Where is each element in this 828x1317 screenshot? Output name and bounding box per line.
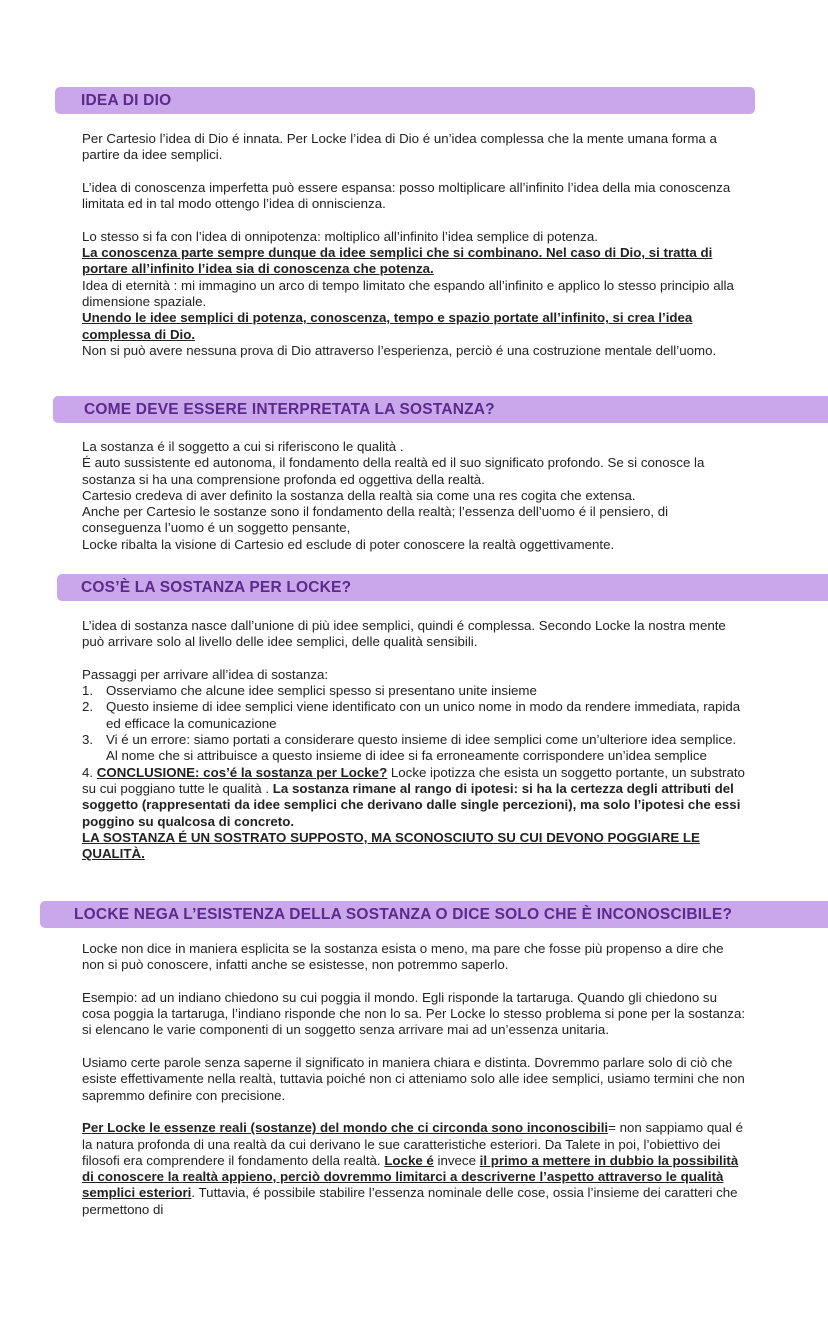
list-text: Vi é un errore: siamo portati a considerare questo insieme di idee semplici come un’ulteriore idea semplice. Al nome che si attribuisce a questo insieme di idee si fa erroneamente corrispondere un’idea semplice [106, 732, 737, 764]
section-body-sostanza-locke [82, 618, 748, 862]
emphasis-paragraph: Unendo le idee semplici di potenza, conoscenza, tempo e spazio portate all’infinito, si crea l’idea complessa di Dio. [82, 310, 693, 342]
section-body-idea-di-dio [82, 131, 748, 359]
paragraph: Non si può avere nessuna prova di Dio attraverso l’esperienza, perciò é una costruzione mentale dell’uomo. [82, 342, 717, 358]
emphasis-text: il primo a mettere in dubbio la possibilità di conoscere la realtà appieno, perciò dovremmo limitarci a descriverne l’aspetto attraverso le qualità semplici esteriori [82, 1152, 739, 1201]
paragraph: É auto sussistente ed autonoma, il fondamento della realtà ed il suo significato profondo. Se si conosce la sostanza si ha una comprensione profonda ed oggettiva della realtà. [82, 455, 705, 487]
paragraph: L’idea di sostanza nasce dall’unione di più idee semplici, quindi é complessa. Secondo Locke la nostra mente può arrivare solo al livello delle idee semplici, delle qualità sensibili. [82, 618, 726, 650]
paragraph: Locke non dice in maniera esplicita se la sostanza esista o meno, ma pare che fosse più propenso a dire che non si può conoscere, infatti anche se esistesse, non potremmo saperlo. [82, 941, 724, 973]
section-title: IDEA DI DIO [81, 92, 172, 109]
paragraph: Locke ribalta la visione di Cartesio ed esclude di poter conoscere la realtà oggettivamente. [82, 536, 615, 552]
paragraph: Esempio: ad un indiano chiedono su cui poggia il mondo. Egli risponde la tartaruga. Quando gli chiedono su cosa poggia la tartaruga, l’indiano risponde che non lo sa. Per Locke lo stesso problema si pone per la sostanza: si elencano le varie componenti di un soggetto senza arrivare mai ad un’essenza unitaria. [82, 989, 746, 1038]
list-number: 3. [82, 732, 94, 748]
text: invece [433, 1152, 480, 1168]
section-title: LOCKE NEGA L’ESISTENZA DELLA SOSTANZA O DICE SOLO CHE È INCONOSCIBILE? [74, 906, 733, 923]
section-body-sostanza [82, 439, 748, 553]
conclusion-label: CONCLUSIONE: cos’é la sostanza per Locke? [96, 764, 388, 780]
text: . Tuttavia, é possibile stabilire l’essenza nominale delle cose, ossia l’insieme dei caratteri che permettono di [82, 1185, 738, 1217]
section-title: COME DEVE ESSERE INTERPRETATA LA SOSTANZA? [84, 401, 495, 418]
paragraph: Cartesio credeva di aver definito la sostanza della realtà sia come una res cogita che extensa. [82, 487, 636, 503]
paragraph: Per Cartesio l’idea di Dio é innata. Per Locke l’idea di Dio é un’idea complessa che la mente umana forma a partire da idee semplici. [82, 131, 717, 163]
list-text: Questo insieme di idee semplici viene identificato con un unico nome in modo da rendere immediata, rapida ed efficace la comunicazione [106, 699, 741, 731]
list-number: 4. [82, 764, 94, 780]
list-item [82, 683, 748, 699]
emphasis-text: Locke é [384, 1152, 434, 1168]
conclusion-paragraph [82, 765, 748, 830]
section-header-sostanza-locke [57, 574, 828, 601]
conclusion-bold: La sostanza rimane al rango di ipotesi: si ha la certezza degli attributi del soggetto (rappresentati da idee semplici che derivano dalle single percezioni), ma solo l’ipotesi che essi poggino su qualcosa di concreto. [82, 780, 741, 829]
text: = non sappiamo qual é la natura profonda di una realtà da cui derivano le sue caratteristiche esteriori. Da Talete in poi, l’obiettivo dei filosofi era comprendere il fondamento della realtà. [82, 1120, 744, 1168]
section-header-locke-nega [40, 901, 828, 928]
paragraph: Lo stesso si fa con l’idea di onnipotenza: moltiplico all’infinito l’idea semplice di potenza. [82, 228, 598, 244]
section-header-sostanza [53, 396, 828, 423]
paragraph [82, 1120, 748, 1218]
section-body-locke-nega [82, 941, 748, 1218]
paragraph: Passaggi per arrivare all’idea di sostanza: [82, 666, 329, 682]
section-header-idea-di-dio [55, 87, 755, 114]
paragraph: Usiamo certe parole senza saperne il significato in maniera chiara e distinta. Dovremmo parlare solo di ciò che esiste effettivamente nella realtà, tuttavia poiché non ci atteniamo solo alle idee semplici, usiamo termini che non sapremmo definire con precisione. [82, 1055, 745, 1103]
emphasis-paragraph: La conoscenza parte sempre dunque da idee semplici che si combinano. Nel caso di Dio, si tratta di portare all’infinito l’idea sia di conoscenza che potenza. [82, 245, 713, 277]
list-item [82, 699, 748, 732]
steps-list [82, 683, 748, 764]
list-item [82, 732, 748, 765]
paragraph: Anche per Cartesio le sostanze sono il fondamento della realtà; l’essenza dell’uomo é il pensiero, di conseguenza l’uomo é un soggetto pensante, [82, 504, 669, 536]
section-title: COS’È LA SOSTANZA PER LOCKE? [81, 579, 352, 596]
conclusion-text: Locke ipotizza che esista un soggetto portante, un substrato su cui poggiano tutte le qualità . [82, 764, 745, 796]
paragraph: L’idea di conoscenza imperfetta può essere espansa: posso moltiplicare all’infinito l’idea della mia conoscenza limitata ed in tal modo ottengo l’idea di onniscienza. [82, 179, 731, 212]
conclusion-final: LA SOSTANZA É UN SOSTRATO SUPPOSTO, MA SCONOSCIUTO SU CUI DEVONO POGGIARE LE QUALITÀ. [82, 829, 700, 862]
list-number: 1. [82, 683, 94, 699]
emphasis-text: Per Locke le essenze reali (sostanze) del mondo che ci circonda sono inconoscibili [82, 1120, 609, 1136]
list-number: 2. [82, 699, 94, 715]
paragraph: La sostanza é il soggetto a cui si riferiscono le qualità . [82, 439, 404, 454]
list-text: Osserviamo che alcune idee semplici spesso si presentano unite insieme [106, 683, 537, 699]
paragraph: Idea di eternità : mi immagino un arco di tempo limitato che espando all’infinito e applico lo stesso principio alla dimensione spaziale. [82, 277, 734, 309]
